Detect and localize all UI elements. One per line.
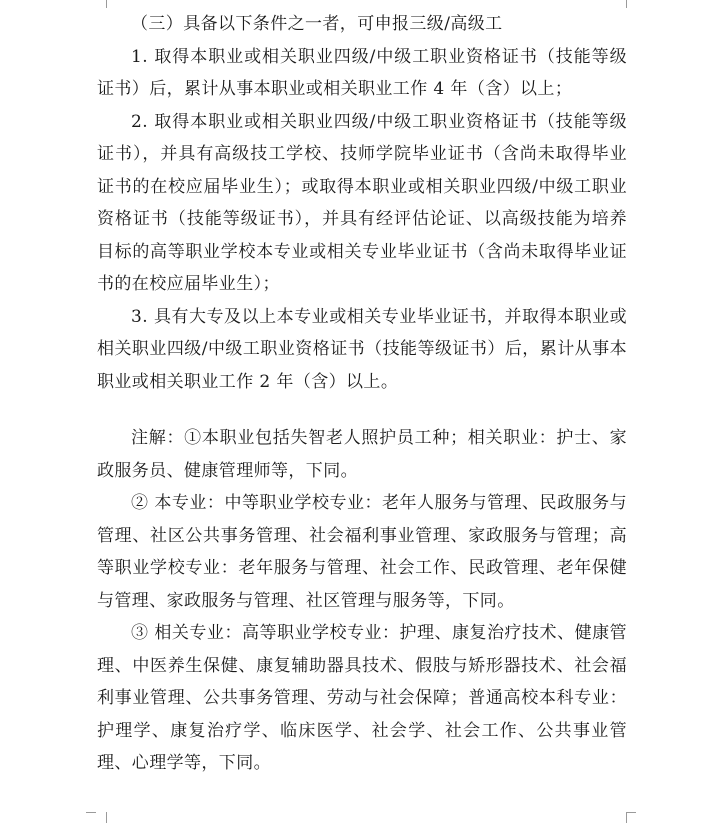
note-1: 注解：①本职业包括失智老人照护员工种；相关职业：护士、家政服务员、健康管理师等，下同。 xyxy=(97,428,627,481)
condition-item-1: 1. 取得本职业或相关职业四级/中级工职业资格证书（技能等级证书）后，累计从事本职业或相关职业工作 4 年（含）以上； xyxy=(97,46,627,99)
note-3: ③ 相关专业：高等职业学校专业：护理、康复治疗技术、健康管理、中医养生保健、康复辅助器具技术、假肢与矫形器技术、社会福利事业管理、公共事务管理、劳动与社会保障；普通高校本科专业：护理学、康复治疗学、临床医学、社会学、社会工作、公共事业管理、心理学等，下同。 xyxy=(97,623,627,773)
crop-mark-bottom-left xyxy=(96,812,107,823)
crop-mark-top-right xyxy=(626,0,637,8)
crop-mark-bottom-right-horizontal xyxy=(626,812,636,813)
crop-mark-bottom-left-horizontal xyxy=(86,812,96,813)
condition-item-3: 3. 具有大专及以上本专业或相关专业毕业证书，并取得本职业或相关职业四级/中级工职业资格证书（技能等级证书）后，累计从事本职业或相关职业工作 2 年（含）以上。 xyxy=(97,306,627,392)
document-body xyxy=(97,8,627,780)
condition-item-2: 2. 取得本职业或相关职业四级/中级工职业资格证书（技能等级证书），并具有高级技工学校、技师学院毕业证书（含尚未取得毕业证书的在校应届毕业生）；或取得本职业或相关职业四级/中级工职业资格证书（技能等级证书），并具有经评估论证、以高级技能为培养目标的高等职业学校本专业或相关专业毕业证书（含尚未取得毕业证书的在校应届毕业生）； xyxy=(97,111,627,294)
section-heading: （三）具备以下条件之一者，可申报三级/高级工 xyxy=(131,14,503,34)
crop-mark-bottom-right xyxy=(626,812,637,823)
crop-mark-top-left xyxy=(96,0,107,8)
paragraph-gap xyxy=(97,398,627,422)
note-2: ② 本专业：中等职业学校专业：老年人服务与管理、民政服务与管理、社区公共事务管理、社会福利事业管理、家政服务与管理；高等职业学校专业：老年服务与管理、社会工作、民政管理、老年保健与管理、家政服务与管理、社区管理与服务等，下同。 xyxy=(97,493,627,611)
